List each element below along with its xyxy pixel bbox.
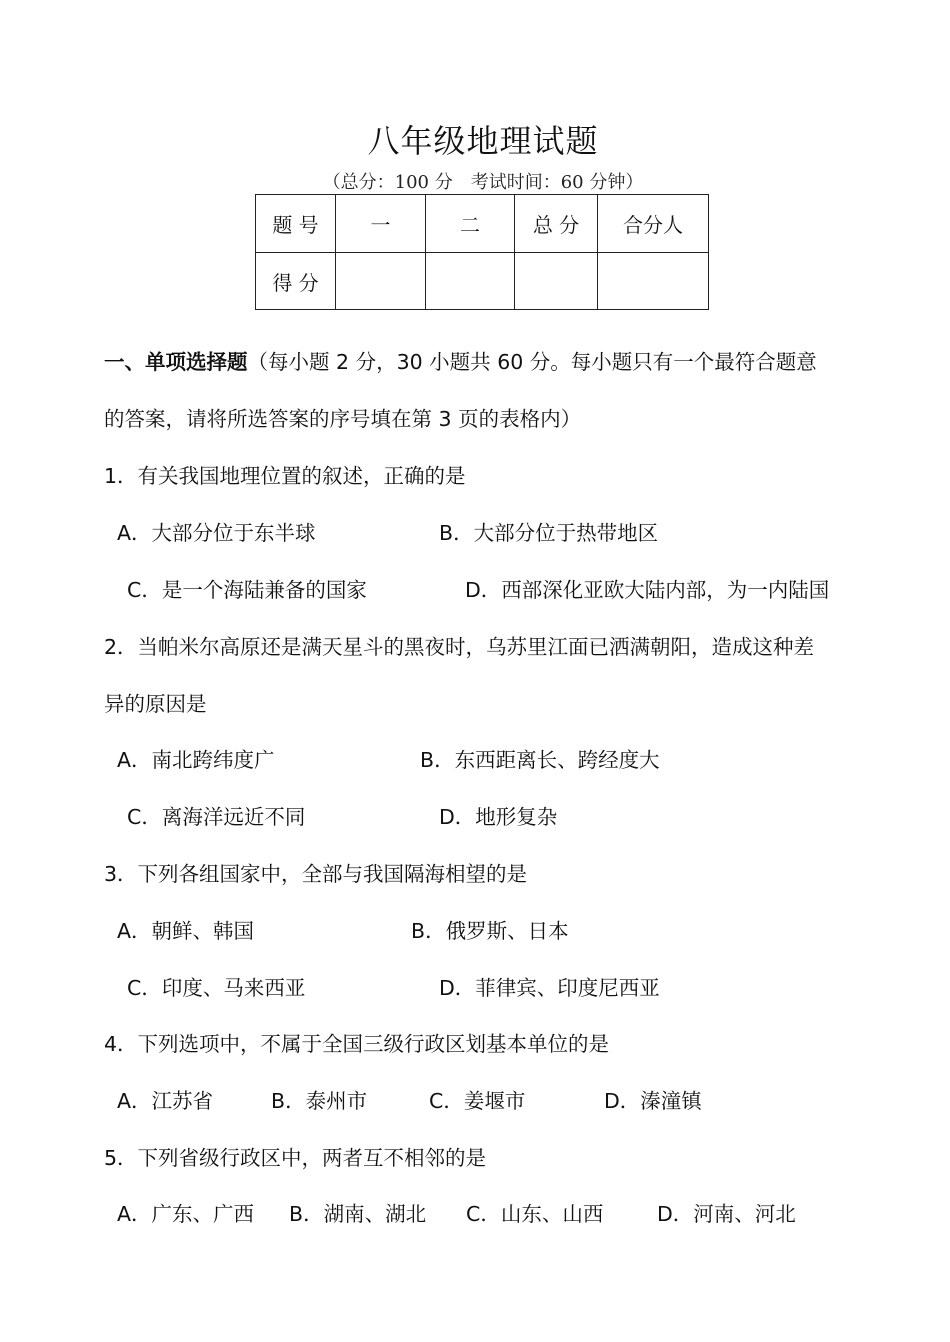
option-b[interactable]: B．东西距离长、跨经度大 — [420, 748, 660, 772]
option-b[interactable]: B．湖南、湖北 — [289, 1202, 427, 1226]
score-cell-total[interactable] — [515, 253, 598, 310]
option-a[interactable]: A．大部分位于东半球 — [117, 521, 316, 545]
option-b[interactable]: B．大部分位于热带地区 — [439, 521, 659, 545]
score-row-label: 得 分 — [256, 253, 336, 310]
score-table-header-cell: 一 — [336, 195, 426, 253]
option-d[interactable]: D．地形复杂 — [439, 805, 558, 829]
score-table-header-cell: 二 — [426, 195, 515, 253]
exam-title: 八年级地理试题 — [367, 122, 599, 160]
option-b[interactable]: B．泰州市 — [271, 1089, 368, 1113]
option-c[interactable]: C．离海洋远近不同 — [127, 805, 306, 829]
option-a[interactable]: A．广东、广西 — [117, 1202, 255, 1226]
score-table-header-cell: 题 号 — [256, 195, 336, 253]
question-stem: 4．下列选项中，不属于全国三级行政区划基本单位的是 — [104, 1032, 610, 1056]
section-title: 一、单项选择题 — [104, 350, 248, 374]
section-heading — [104, 348, 817, 376]
question-stem: 1．有关我国地理位置的叙述，正确的是 — [104, 464, 466, 488]
option-d[interactable]: D．西部深化亚欧大陆内部，为一内陆国 — [465, 578, 830, 602]
option-d[interactable]: D．溱潼镇 — [604, 1089, 702, 1113]
option-a[interactable]: A．南北跨纬度广 — [117, 748, 275, 772]
section-instruction: （每小题 2 分，30 小题共 60 分。每小题只有一个最符合题意 — [247, 350, 817, 374]
score-cell-section2[interactable] — [426, 253, 515, 310]
option-d[interactable]: D．菲律宾、印度尼西亚 — [439, 976, 660, 1000]
score-table-header-cell: 合分人 — [598, 195, 709, 253]
question-stem-cont: 异的原因是 — [104, 692, 207, 716]
option-c[interactable]: C．印度、马来西亚 — [127, 976, 306, 1000]
question-stem: 2．当帕米尔高原还是满天星斗的黑夜时，乌苏里江面已洒满朝阳，造成这种差 — [104, 635, 815, 659]
score-cell-grader[interactable] — [598, 253, 709, 310]
option-b[interactable]: B．俄罗斯、日本 — [411, 919, 569, 943]
exam-subtitle: （总分：100 分 考试时间：60 分钟） — [322, 172, 644, 193]
question-stem: 5．下列省级行政区中，两者互不相邻的是 — [104, 1146, 487, 1170]
option-a[interactable]: A．朝鲜、韩国 — [117, 919, 255, 943]
score-table-header-cell: 总 分 — [515, 195, 598, 253]
option-d[interactable]: D．河南、河北 — [657, 1202, 796, 1226]
option-a[interactable]: A．江苏省 — [117, 1089, 214, 1113]
question-stem: 3．下列各组国家中，全部与我国隔海相望的是 — [104, 862, 528, 886]
score-table — [255, 194, 709, 310]
section-instruction-cont: 的答案，请将所选答案的序号填在第 3 页的表格内） — [104, 407, 582, 431]
option-c[interactable]: C．是一个海陆兼备的国家 — [127, 578, 367, 602]
score-table-header-row — [256, 195, 709, 253]
score-table-score-row — [256, 253, 709, 310]
score-cell-section1[interactable] — [336, 253, 426, 310]
option-c[interactable]: C．山东、山西 — [466, 1202, 604, 1226]
option-c[interactable]: C．姜堰市 — [429, 1089, 526, 1113]
